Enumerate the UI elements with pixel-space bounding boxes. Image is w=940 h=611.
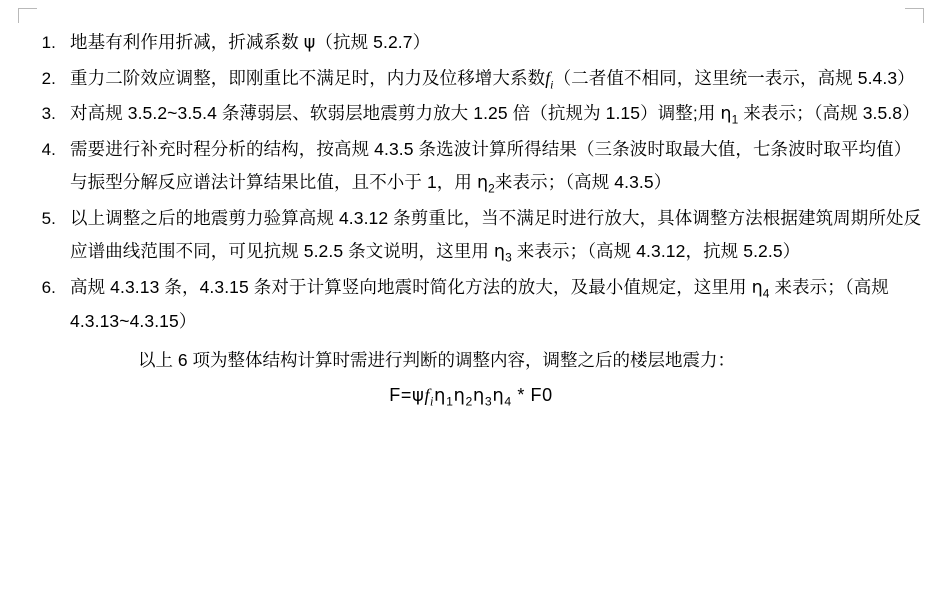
formula-eta-3: η <box>472 385 485 406</box>
formula-eta-sub-2: 2 <box>465 394 473 409</box>
list-item <box>18 202 924 269</box>
list-item-number: 3. <box>41 104 56 123</box>
formula-tail: * F0 <box>511 385 553 405</box>
list-item <box>18 133 924 200</box>
formula-eta-2: η <box>453 385 466 406</box>
list-item-number: 6. <box>41 278 56 297</box>
formula-f: f <box>424 385 431 405</box>
list-item <box>18 271 924 338</box>
formula-psi: ψ <box>411 385 425 406</box>
list-item-number: 2. <box>41 69 56 88</box>
list-item-number: 1. <box>41 33 56 52</box>
crop-mark-top-left <box>18 8 37 23</box>
list-item-text: 需要进行补充时程分析的结构，按高规 4.3.5 条选波计算所得结果（三条波时取最大值，七条波时取平均值）与振型分解反应谱法计算结果比值，且不小于 1，用 $\eta_2$来表示；（高规 4.3.5） <box>70 139 912 196</box>
list-item-text: 重力二阶效应调整，即刚重比不满足时，内力及位移增大系数$f_i$（二者值不相同，这里统一表示，高规 5.4.3） <box>70 68 915 92</box>
numbered-list <box>18 26 924 338</box>
document-body <box>18 26 924 409</box>
list-item <box>18 97 924 131</box>
formula-eta-sub-3: 3 <box>484 394 493 409</box>
formula-eta-sub-1: 1 <box>446 394 454 409</box>
formula-eta-sub-4: 4 <box>504 394 512 409</box>
list-item <box>18 26 924 60</box>
closing-paragraph: 以上 6 项为整体结构计算时需进行判断的调整内容，调整之后的楼层地震力： <box>138 350 735 370</box>
list-item-number: 4. <box>41 140 56 159</box>
crop-mark-top-right <box>905 8 924 23</box>
formula-lead: F= <box>389 385 412 405</box>
formula <box>18 385 924 409</box>
list-item-text: 高规 4.3.13 条，4.3.15 条对于计算竖向地震时简化方法的放大，及最小值规定，这里用 $\eta_4$ 来表示；（高规 4.3.13~4.3.15） <box>70 277 889 331</box>
list-item-number: 5. <box>41 209 56 228</box>
formula-f-sub: i <box>430 394 435 409</box>
formula-eta-1: η <box>434 385 447 406</box>
list-item-text: 对高规 3.5.2~3.5.4 条薄弱层、软弱层地震剪力放大 1.25 倍（抗规为 1.15）调整;用 $\eta_1$ 来表示；（高规 3.5.8） <box>70 103 920 127</box>
list-item-text: 地基有利作用折减，折减系数 ψ（抗规 5.2.7） <box>70 32 431 53</box>
list-item-text: 以上调整之后的地震剪力验算高规 4.3.12 条剪重比，当不满足时进行放大，具体调整方法根据建筑周期所处反应谱曲线范围不同，可见抗规 5.2.5 条文说明，这里用 $\eta_3$ 来表示；（高规 4.3.12，抗规 5.2.5） <box>70 208 922 265</box>
list-item <box>18 62 924 95</box>
formula-eta-4: η <box>492 385 505 406</box>
